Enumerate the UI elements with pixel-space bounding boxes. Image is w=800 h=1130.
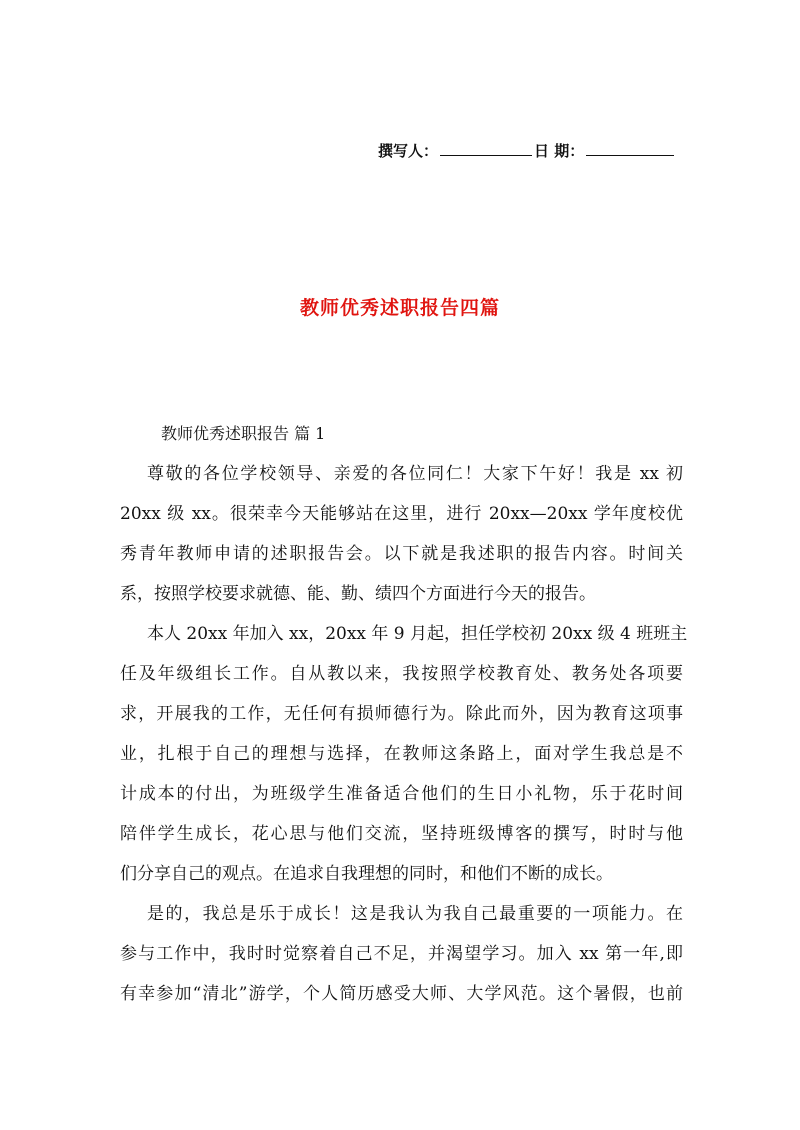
paragraph-line: 系，按照学校要求就德、能、勤、绩四个方面进行今天的报告。	[120, 584, 596, 604]
section-heading: 教师优秀述职报告 篇 1	[161, 424, 326, 443]
date-blank-field	[586, 141, 674, 156]
paragraph-line: 20xx 级 xx。很荣幸今天能够站在这里，进行 20xx—20xx 学年度校优	[120, 504, 683, 524]
author-label: 撰写人：	[378, 142, 439, 160]
paragraph-line: 本人 20xx 年加入 xx，20xx 年 9 月起，担任学校初 20xx 级 4 班班主	[147, 624, 688, 644]
author-blank-field	[440, 141, 532, 156]
paragraph-line: 业，扎根于自己的理想与选择，在教师这条路上，面对学生我总是不	[120, 744, 683, 764]
paragraph-line: 计成本的付出，为班级学生准备适合他们的生日小礼物，乐于花时间	[120, 784, 683, 804]
paragraph-line: 们分享自己的观点。在追求自我理想的同时，和他们不断的成长。	[120, 864, 613, 884]
paragraph-line: 尊敬的各位学校领导、亲爱的各位同仁！大家下午好！我是 xx 初	[147, 464, 683, 484]
author-date-line	[378, 140, 698, 161]
date-label: 日 期：	[534, 142, 585, 160]
body-text	[120, 454, 688, 1014]
paragraph-line: 任及年级组长工作。自从教以来，我按照学校教育处、教务处各项要	[120, 664, 683, 684]
document-title: 教师优秀述职报告四篇	[299, 297, 500, 319]
paragraph-line: 求，开展我的工作，无任何有损师德行为。除此而外，因为教育这项事	[120, 704, 683, 724]
paragraph-line: 秀青年教师申请的述职报告会。以下就是我述职的报告内容。时间关	[120, 544, 683, 564]
paragraph-line: 是的，我总是乐于成长！这是我认为我自己最重要的一项能力。在	[147, 904, 683, 924]
paragraph-line: 陪伴学生成长，花心思与他们交流，坚持班级博客的撰写，时时与他	[120, 824, 683, 844]
paragraph-line: 有幸参加“清北”游学，个人简历感受大师、大学风范。这个暑假，也前	[120, 984, 683, 1004]
paragraph-line: 参与工作中，我时时觉察着自己不足，并渴望学习。加入 xx 第一年,即	[120, 944, 683, 964]
